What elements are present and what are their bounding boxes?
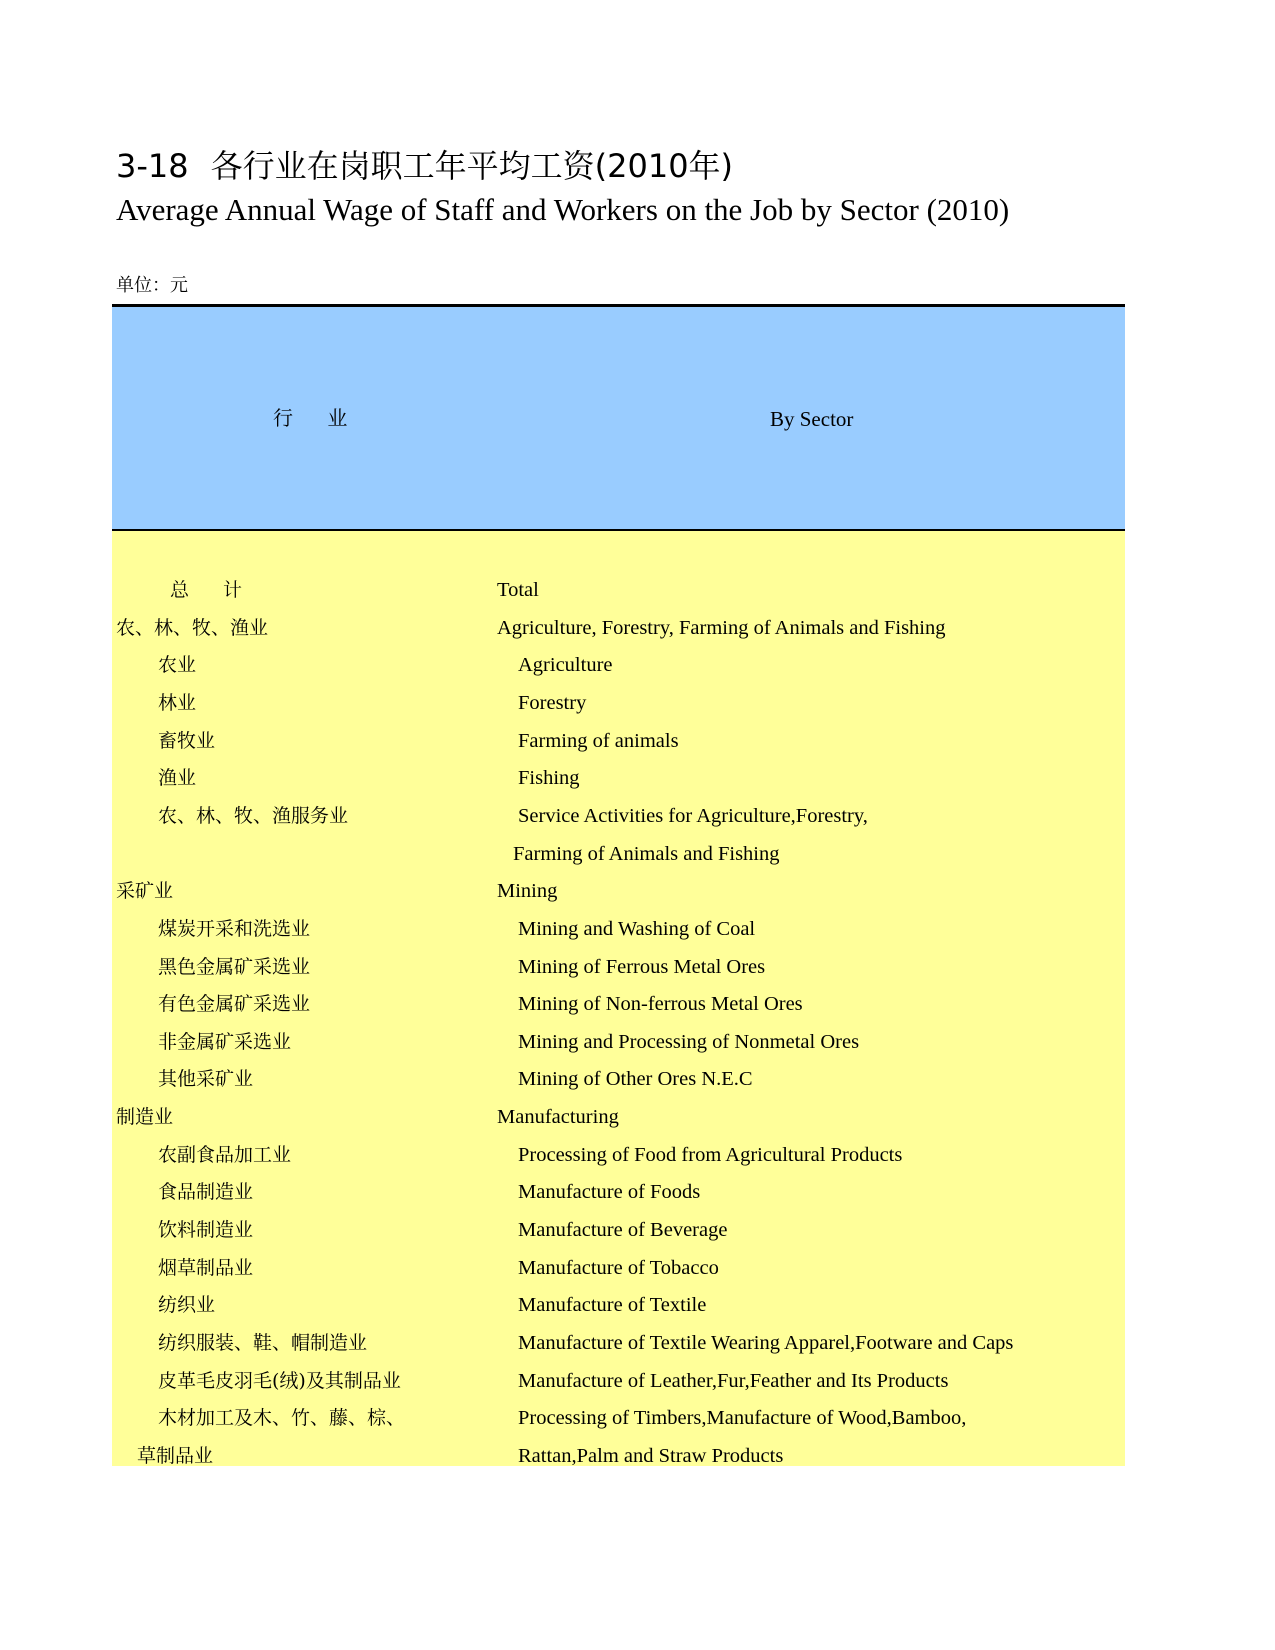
row-sector-cn: 烟草制品业 — [158, 1257, 254, 1279]
row-sector-cn: 农、林、牧、渔业 — [116, 617, 269, 639]
row-sector-cn: 黑色金属矿采选业 — [158, 956, 311, 978]
row-sector-cn: 其他采矿业 — [158, 1068, 254, 1090]
row-sector-cn: 食品制造业 — [158, 1181, 254, 1203]
row-sector-en: Mining of Non-ferrous Metal Ores — [518, 993, 803, 1015]
row-sector-en: Manufacture of Textile — [518, 1294, 707, 1316]
row-sector-en: Manufacture of Tobacco — [518, 1257, 719, 1279]
row-sector-cn: 农副食品加工业 — [158, 1144, 292, 1166]
row-sector-en: Manufacture of Beverage — [518, 1219, 728, 1241]
row-sector-cn: 纺织业 — [158, 1294, 216, 1316]
table-title-cn — [116, 146, 733, 186]
row-sector-en: Mining and Washing of Coal — [518, 918, 756, 940]
row-sector-en: Rattan,Palm and Straw Products — [518, 1445, 784, 1467]
row-sector-cn: 采矿业 — [116, 880, 174, 902]
table-header — [112, 307, 1125, 529]
row-sector-cn: 饮料制造业 — [158, 1219, 254, 1241]
row-sector-en: Mining of Ferrous Metal Ores — [518, 956, 766, 978]
row-sector-cn: 木材加工及木、竹、藤、棕、 — [158, 1407, 406, 1429]
table-title-en: Average Annual Wage of Staff and Workers on the Job by Sector (2010) — [116, 192, 1010, 227]
row-sector-cn: 农业 — [158, 654, 197, 676]
row-sector-en: Agriculture, Forestry, Farming of Animals and Fishing — [497, 617, 946, 639]
row-sector-en: Manufacture of Textile Wearing Apparel,Footware and Caps — [518, 1332, 1014, 1354]
row-sector-en: Total — [497, 579, 539, 601]
row-sector-cn: 林业 — [158, 692, 197, 714]
row-sector-en: Fishing — [518, 767, 580, 789]
row-sector-en: Service Activities for Agriculture,Forestry, — [518, 805, 868, 827]
header-sector-cn: 行 业 — [273, 406, 362, 430]
row-sector-en: Processing of Timbers,Manufacture of Wood,Bamboo, — [518, 1407, 967, 1429]
row-sector-en: Mining — [497, 880, 558, 902]
row-sector-en: Mining of Other Ores N.E.C — [518, 1068, 753, 1090]
row-sector-cn: 纺织服装、鞋、帽制造业 — [158, 1332, 368, 1354]
row-sector-en: Processing of Food from Agricultural Products — [518, 1144, 903, 1166]
row-sector-cn: 皮革毛皮羽毛(绒)及其制品业 — [158, 1370, 401, 1392]
header-sector-en: By Sector — [770, 407, 854, 431]
row-sector-cn: 有色金属矿采选业 — [158, 993, 311, 1015]
row-sector-cn: 畜牧业 — [158, 730, 216, 752]
row-sector-en: Agriculture — [518, 654, 613, 676]
row-sector-cn: 制造业 — [116, 1106, 174, 1128]
row-sector-cn: 草制品业 — [137, 1445, 214, 1467]
row-sector-en: Farming of animals — [518, 730, 679, 752]
row-sector-en: Farming of Animals and Fishing — [513, 843, 780, 865]
unit-label: 单位：元 — [116, 275, 188, 296]
row-sector-en: Manufacturing — [497, 1106, 619, 1128]
row-sector-cn: 非金属矿采选业 — [158, 1031, 292, 1053]
row-sector-cn: 煤炭开采和洗选业 — [158, 918, 311, 940]
row-sector-cn: 渔业 — [158, 767, 197, 789]
row-sector-en: Mining and Processing of Nonmetal Ores — [518, 1031, 860, 1053]
table-number: 3-18 — [116, 147, 189, 185]
row-sector-cn: 农、林、牧、渔服务业 — [158, 805, 349, 827]
row-sector-en: Manufacture of Foods — [518, 1181, 701, 1203]
row-sector-en: Manufacture of Leather,Fur,Feather and Its Products — [518, 1370, 949, 1392]
table-title-cn-text: 各行业在岗职工年平均工资(2010年) — [210, 147, 734, 185]
row-sector-cn: 总 计 — [170, 579, 257, 601]
row-sector-en: Forestry — [518, 692, 587, 714]
